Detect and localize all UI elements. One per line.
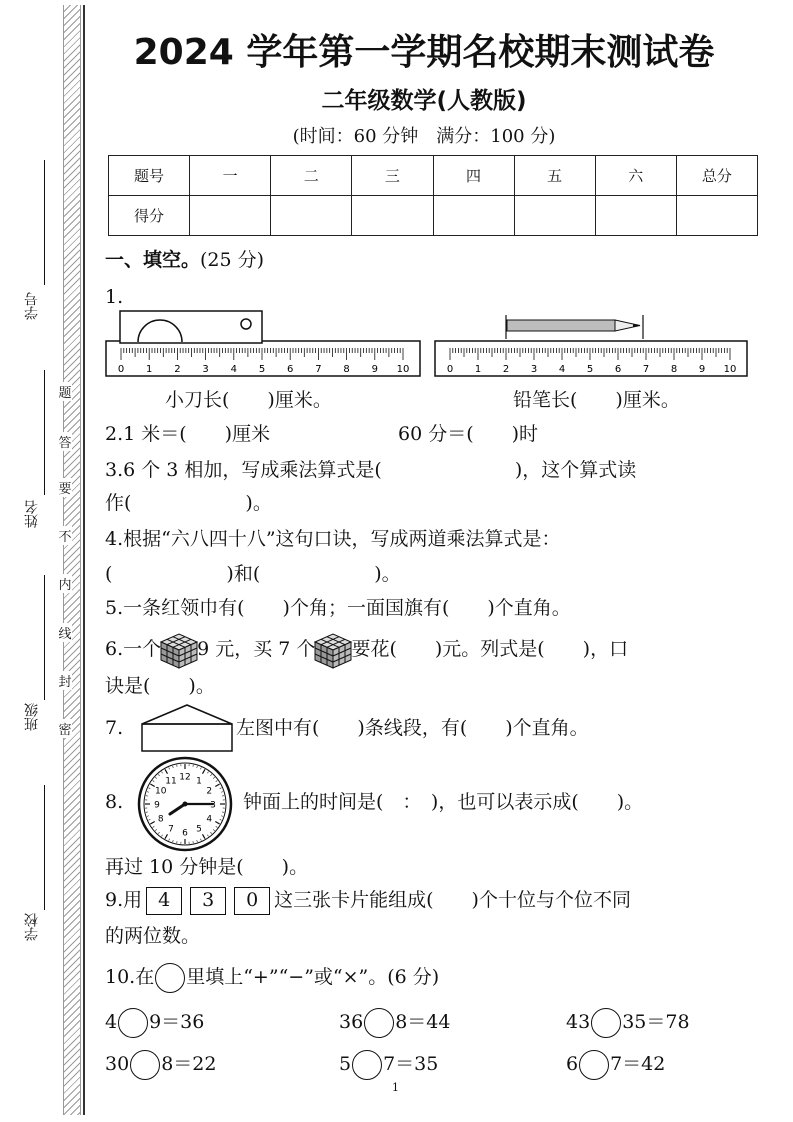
clock-number: 11 <box>165 776 177 787</box>
q10-suffix: 里填上“+”“−”或“×”。(6 分) <box>186 966 440 988</box>
q6-text-a: 6.一个 <box>105 638 162 660</box>
operand-a: 43 <box>566 1011 591 1033</box>
ruler-tick-label: 6 <box>287 364 294 375</box>
clock-number: 7 <box>168 824 174 835</box>
ruler-tick-label: 6 <box>614 364 622 375</box>
knife-caption: 小刀长( )厘米。 <box>165 389 332 411</box>
ruler-tick-label: 9 <box>371 364 378 375</box>
page-number: 1 <box>392 1081 399 1094</box>
house-pentagon-shape <box>140 703 234 753</box>
seal-char: 要 <box>58 478 72 497</box>
section-points: (25 分) <box>200 249 265 271</box>
score-header-cell: 题号 <box>109 156 190 196</box>
q6-text-c: 要花( )元。列式是( )，口 <box>351 638 629 660</box>
seal-char: 密 <box>58 719 72 738</box>
operator-blank-circle[interactable] <box>591 1008 621 1038</box>
ruler-tick-label: 8 <box>670 364 678 375</box>
number-card: 0 <box>234 887 270 915</box>
q7-number: 7. <box>105 717 124 739</box>
q3-line2: 作( )。 <box>105 492 272 514</box>
score-value-row <box>109 196 758 236</box>
knife-icon <box>118 310 264 344</box>
ruler-tick-label: 4 <box>558 364 566 375</box>
q9-line1 <box>105 887 631 915</box>
clock-number: 5 <box>196 824 202 835</box>
label-school: 学校 <box>24 913 40 941</box>
ruler-tick-label: 0 <box>446 364 454 375</box>
q6-text-b: 9 元，买 7 个 <box>197 638 316 660</box>
number-card: 3 <box>190 887 226 915</box>
operator-blank-circle[interactable] <box>352 1050 382 1080</box>
student-id-field[interactable] <box>44 160 45 285</box>
score-input-cell[interactable] <box>271 196 352 236</box>
class-field[interactable] <box>44 575 45 700</box>
q10-item <box>105 1050 216 1080</box>
q9-prefix: 9.用 <box>105 889 143 911</box>
ruler-tick-label: 9 <box>698 364 706 375</box>
seal-char: 内 <box>58 574 72 593</box>
score-input-cell[interactable] <box>190 196 271 236</box>
rubiks-cube-icon <box>157 630 201 670</box>
seal-char: 题 <box>58 382 72 401</box>
label-student-id: 学号 <box>24 292 40 320</box>
q10-prefix: 10.在 <box>105 966 155 988</box>
clock-number: 8 <box>157 814 164 825</box>
ruler-tick-label: 0 <box>117 364 125 375</box>
operator-blank-circle[interactable] <box>364 1008 394 1038</box>
operand-b-result: 8＝44 <box>395 1011 451 1033</box>
operand-a: 4 <box>105 1011 118 1033</box>
ruler-tick-label: 7 <box>315 364 322 375</box>
ruler-tick-label: 1 <box>474 364 482 375</box>
operator-circle-icon <box>155 963 185 993</box>
binding-hatch <box>63 5 81 1115</box>
clock-number: 3 <box>210 800 216 811</box>
clock-center <box>183 802 188 807</box>
ruler-left <box>105 340 421 377</box>
ruler-tick-label: 3 <box>202 364 209 375</box>
ruler-tick-label: 8 <box>343 364 350 375</box>
q8-text: 钟面上的时间是( ： )，也可以表示成( )。 <box>243 791 644 813</box>
q10-item <box>566 1008 690 1038</box>
exam-meta: (时间：60 分钟 满分：100 分) <box>292 126 556 147</box>
clock-number: 10 <box>155 786 167 797</box>
q4-line2: ( )和( )。 <box>105 563 401 585</box>
q7-text: 左图中有( )条线段，有( )个直角。 <box>236 717 589 739</box>
q6-line2: 诀是( )。 <box>105 675 215 697</box>
ruler-tick-label: 5 <box>586 364 594 375</box>
clock-number: 4 <box>206 814 213 825</box>
operand-b-result: 7＝42 <box>610 1053 666 1075</box>
q9-line2: 的两位数。 <box>105 925 201 947</box>
ruler-right <box>434 340 748 377</box>
score-header-cell: 五 <box>514 156 595 196</box>
score-input-cell[interactable] <box>433 196 514 236</box>
pencil-caption: 铅笔长( )厘米。 <box>513 389 680 411</box>
ruler-tick-label: 2 <box>174 364 181 375</box>
seal-char: 封 <box>58 671 72 690</box>
score-input-cell[interactable] <box>352 196 433 236</box>
label-class: 班级 <box>24 703 40 731</box>
score-header-cell: 一 <box>190 156 271 196</box>
q10-item <box>339 1008 450 1038</box>
ruler-tick-label: 4 <box>230 364 237 375</box>
q2-part-b: 60 分＝( )时 <box>398 423 539 445</box>
section-title: 一、填空。 <box>105 249 201 271</box>
operator-blank-circle[interactable] <box>130 1050 160 1080</box>
score-input-cell[interactable] <box>676 196 757 236</box>
page-title: 2024 学年第一学期名校期末测试卷 <box>133 32 715 73</box>
score-input-cell[interactable] <box>595 196 676 236</box>
operator-blank-circle[interactable] <box>579 1050 609 1080</box>
score-input-cell[interactable] <box>514 196 595 236</box>
q9-suffix: 这三张卡片能组成( )个十位与个位不同 <box>274 889 631 911</box>
q1-number: 1. <box>105 286 124 308</box>
ruler-tick-label: 3 <box>530 364 538 375</box>
operand-a: 36 <box>339 1011 364 1033</box>
score-table <box>108 155 758 236</box>
seal-char: 不 <box>58 526 72 545</box>
ruler-tick-label: 10 <box>723 364 737 375</box>
q3-line1: 3.6 个 3 相加，写成乘法算式是( )，这个算式读 <box>105 459 637 481</box>
q10-item <box>566 1050 665 1080</box>
q10-item <box>105 1008 204 1038</box>
ruler-tick-label: 1 <box>146 364 153 375</box>
operand-b-result: 8＝22 <box>161 1053 217 1075</box>
q8-number: 8. <box>105 791 124 813</box>
ruler-tick-label: 7 <box>642 364 650 375</box>
clock-icon <box>137 756 233 852</box>
page-subtitle: 二年级数学(人教版) <box>321 88 527 114</box>
q10-instruction <box>105 963 439 993</box>
section-heading <box>105 248 264 272</box>
score-header-cell: 三 <box>352 156 433 196</box>
label-name: 姓名 <box>24 500 40 528</box>
school-field[interactable] <box>44 785 45 910</box>
q6-line1 <box>105 637 628 662</box>
operand-b-result: 35＝78 <box>622 1011 690 1033</box>
ruler-right-graphic <box>434 340 748 377</box>
q4-line1: 4.根据“六八四十八”这句口诀，写成两道乘法算式是： <box>105 528 561 550</box>
seal-char: 线 <box>58 623 72 642</box>
rubiks-cube-icon <box>311 630 355 670</box>
binding-line <box>83 5 85 1115</box>
score-header-cell: 六 <box>595 156 676 196</box>
operand-a: 30 <box>105 1053 130 1075</box>
ruler-tick-label: 5 <box>258 364 266 375</box>
number-card: 4 <box>146 887 182 915</box>
operator-blank-circle[interactable] <box>118 1008 148 1038</box>
clock-number: 9 <box>154 800 160 811</box>
q8-line2: 再过 10 分钟是( )。 <box>105 856 309 878</box>
operand-b-result: 7＝35 <box>383 1053 439 1075</box>
pencil-icon <box>500 313 648 339</box>
score-header-cell: 二 <box>271 156 352 196</box>
score-header-row <box>109 156 758 196</box>
clock-number: 12 <box>179 772 191 783</box>
q2-part-a: 2.1 米＝( )厘米 <box>105 423 271 445</box>
seal-char: 答 <box>58 432 72 451</box>
operand-a: 6 <box>566 1053 579 1075</box>
score-header-cell: 总分 <box>676 156 757 196</box>
ruler-tick-label: 10 <box>396 364 410 375</box>
score-header-cell: 四 <box>433 156 514 196</box>
clock-number: 2 <box>206 786 213 797</box>
q10-item <box>339 1050 438 1080</box>
ruler-tick-label: 2 <box>502 364 510 375</box>
clock-number: 1 <box>196 776 202 787</box>
ruler-left-graphic <box>105 340 421 377</box>
clock-number: 6 <box>182 828 188 839</box>
operand-a: 5 <box>339 1053 352 1075</box>
operand-b-result: 9＝36 <box>149 1011 205 1033</box>
score-label-cell: 得分 <box>109 196 190 236</box>
q5-text: 5.一条红领巾有( )个角；一面国旗有( )个直角。 <box>105 597 571 619</box>
name-field[interactable] <box>44 370 45 495</box>
